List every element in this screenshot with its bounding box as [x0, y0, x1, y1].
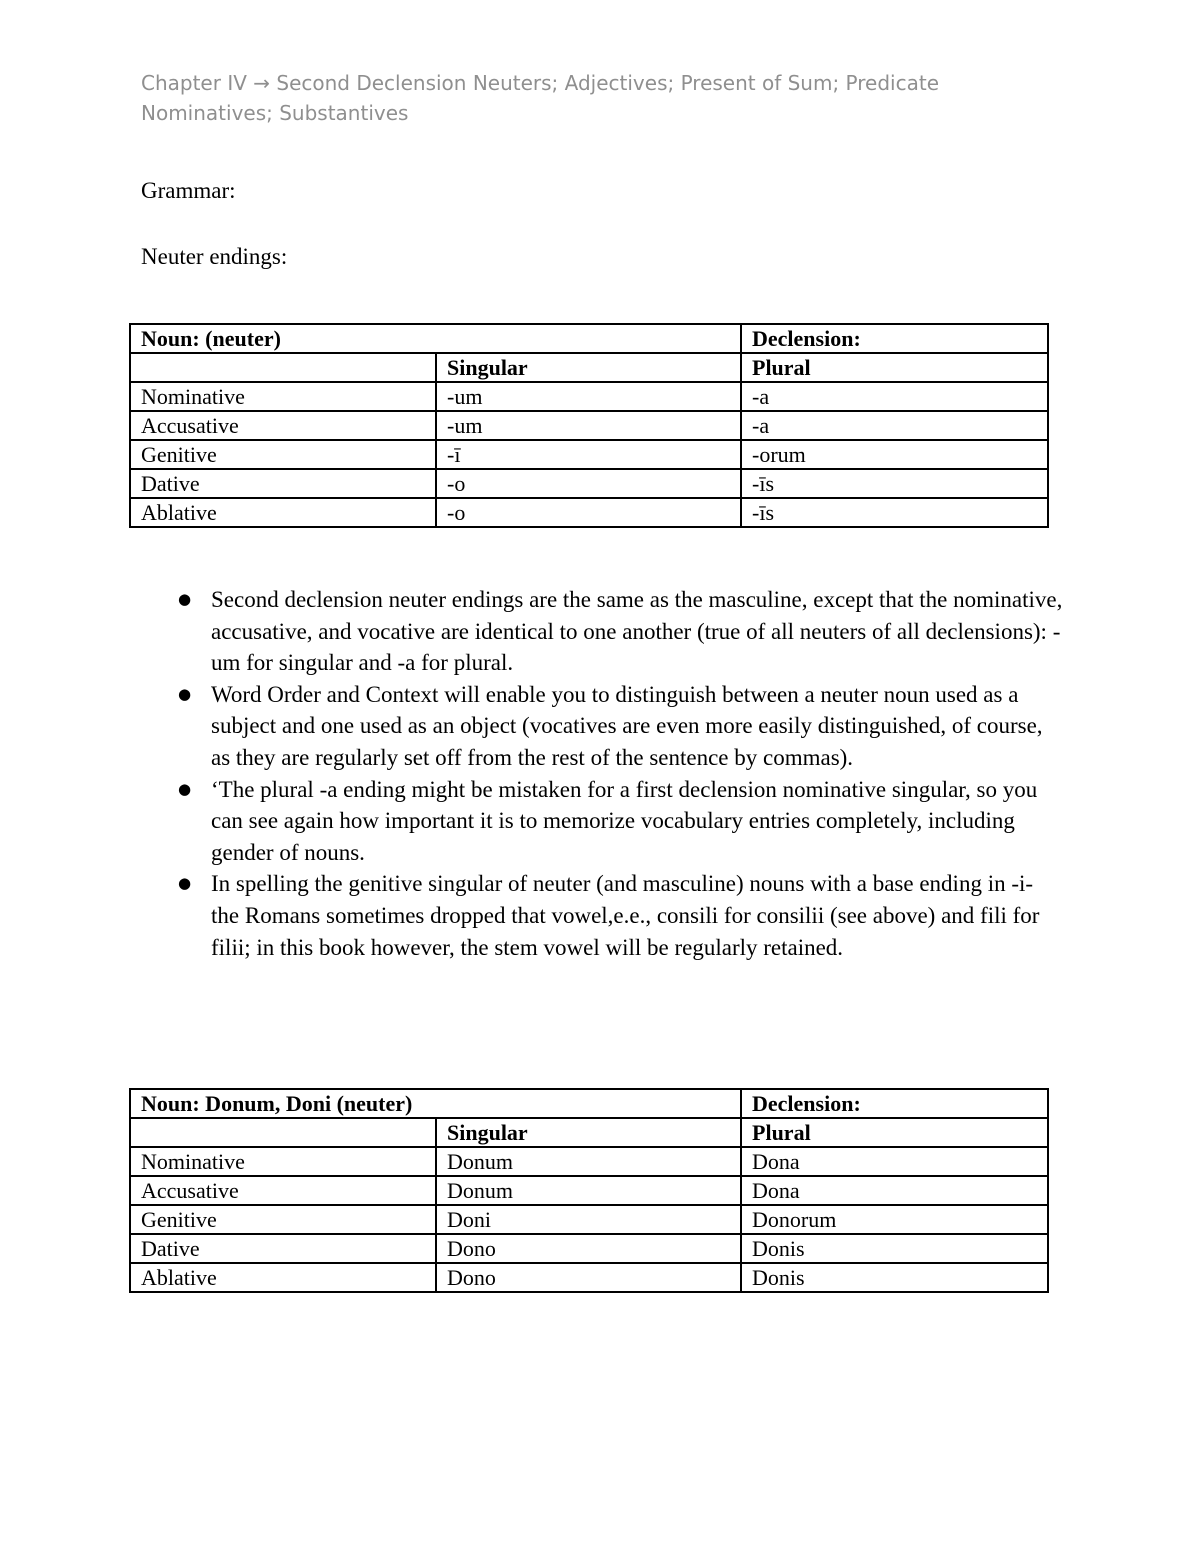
singular-cell: -o [436, 469, 741, 498]
note-text: Second declension neuter endings are the same as the masculine, except that the nominative, accusative, and vocative are identical to one another (true of all neuters of all declensions): -um for singular and -a for plural. [211, 587, 1063, 676]
table-row [130, 1234, 1048, 1263]
singular-cell: -ī [436, 440, 741, 469]
plural-cell: -īs [741, 498, 1048, 527]
note-text: Word Order and Context will enable you to distinguish between a neuter noun used as a subject and one used as an object (vocatives are even more easily distinguished, of course, as they are regularly set off from the rest of the sentence by commas). [211, 681, 1043, 770]
singular-cell: -o [436, 498, 741, 527]
case-cell: Accusative [130, 411, 436, 440]
table-subheader-row [130, 353, 1048, 382]
plural-cell: Donorum [741, 1205, 1048, 1234]
list-item [140, 774, 1065, 869]
plural-header: Plural [741, 1118, 1048, 1147]
empty-cell [130, 1118, 436, 1147]
table-header-row [130, 324, 1048, 353]
plural-cell: Dona [741, 1147, 1048, 1176]
table-row [130, 382, 1048, 411]
case-cell: Nominative [130, 382, 436, 411]
singular-cell: Donum [436, 1147, 741, 1176]
empty-cell [130, 353, 436, 382]
list-item [140, 584, 1065, 679]
bullet-icon: ● [178, 874, 192, 893]
case-cell: Genitive [130, 1205, 436, 1234]
singular-cell: Dono [436, 1263, 741, 1292]
singular-header: Singular [436, 353, 741, 382]
noun-label-cell: Noun: Donum, Doni (neuter) [130, 1089, 741, 1118]
singular-header: Singular [436, 1118, 741, 1147]
singular-cell: -um [436, 382, 741, 411]
case-cell: Dative [130, 469, 436, 498]
donum-declension-table [129, 1088, 1049, 1293]
table-header-row [130, 1089, 1048, 1118]
note-text: ‘The plural -a ending might be mistaken for a first declension nominative singular, so you can see again how important it is to memorize vocabulary entries completely, including gender of nouns. [211, 776, 1038, 865]
plural-cell: -orum [741, 440, 1048, 469]
plural-cell: Dona [741, 1176, 1048, 1205]
table-row [130, 1147, 1048, 1176]
bullet-icon: ● [178, 779, 192, 798]
table-row [130, 440, 1048, 469]
singular-cell: Donum [436, 1176, 741, 1205]
table-subheader-row [130, 1118, 1048, 1147]
grammar-label: Grammar: [141, 178, 236, 203]
declension-label-cell: Declension: [741, 1089, 1048, 1118]
table-row [130, 1263, 1048, 1292]
plural-cell: -a [741, 382, 1048, 411]
case-cell: Nominative [130, 1147, 436, 1176]
singular-cell: -um [436, 411, 741, 440]
plural-cell: Donis [741, 1263, 1048, 1292]
chapter-title: Chapter IV → Second Declension Neuters; Adjectives; Present of Sum; Predicate Nominatives; Substantives [141, 71, 940, 125]
case-cell: Dative [130, 1234, 436, 1263]
case-cell: Genitive [130, 440, 436, 469]
case-cell: Ablative [130, 1263, 436, 1292]
singular-cell: Doni [436, 1205, 741, 1234]
list-item [140, 679, 1065, 774]
singular-cell: Dono [436, 1234, 741, 1263]
plural-cell: -a [741, 411, 1048, 440]
bullet-icon: ● [178, 684, 192, 703]
case-cell: Ablative [130, 498, 436, 527]
neuter-endings-label: Neuter endings: [141, 244, 288, 269]
bullet-icon: ● [178, 590, 192, 608]
declension-label-cell: Declension: [741, 324, 1048, 353]
table-row [130, 411, 1048, 440]
neuter-endings-table [129, 323, 1049, 528]
noun-label-cell: Noun: (neuter) [130, 324, 741, 353]
plural-cell: Donis [741, 1234, 1048, 1263]
note-text: In spelling the genitive singular of neuter (and masculine) nouns with a base ending in -i- the Romans sometimes dropped that vowel,e.e., consili for consilii (see above) and fili for filii; in this book however, the stem vowel will be regularly retained. [211, 871, 1040, 960]
case-cell: Accusative [130, 1176, 436, 1205]
plural-header: Plural [741, 353, 1048, 382]
table-row [130, 469, 1048, 498]
list-item [140, 868, 1065, 963]
table-row [130, 1176, 1048, 1205]
table-row [130, 1205, 1048, 1234]
table-row [130, 498, 1048, 527]
grammar-notes-list [140, 584, 1065, 963]
plural-cell: -īs [741, 469, 1048, 498]
